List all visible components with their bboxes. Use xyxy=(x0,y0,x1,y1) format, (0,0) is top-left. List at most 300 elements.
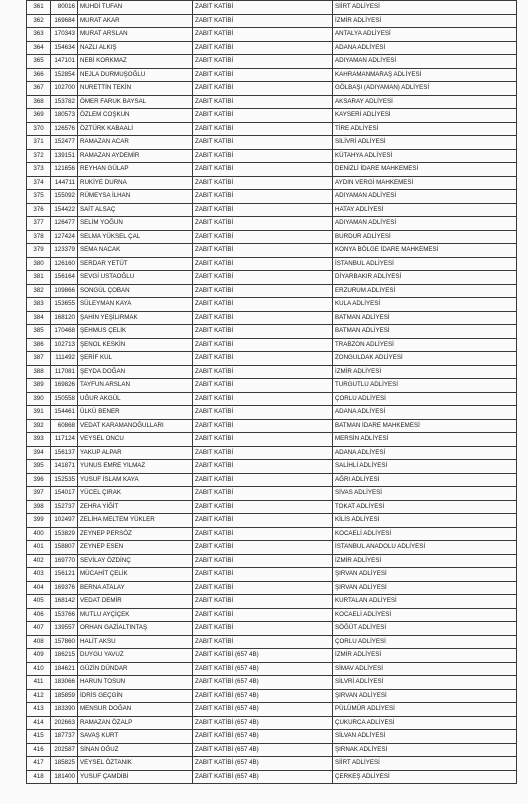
assigned-unit-cell: SİİRT ADLİYESİ xyxy=(333,757,517,771)
row-number-cell: 370 xyxy=(27,122,51,136)
row-number-cell: 417 xyxy=(27,757,51,771)
job-title-cell: ZABIT KATİBİ xyxy=(193,352,333,366)
registry-number-cell: 187737 xyxy=(51,730,78,744)
registry-number-cell: 170468 xyxy=(51,325,78,339)
registry-number-cell: 153782 xyxy=(51,95,78,109)
table-row xyxy=(27,230,517,244)
table-row xyxy=(27,514,517,528)
full-name-cell: ŞEHMUS ÇELİK xyxy=(78,325,193,339)
full-name-cell: HALİT AKSU xyxy=(78,635,193,649)
job-title-cell: ZABIT KATİBİ xyxy=(193,244,333,258)
job-title-cell: ZABIT KATİBİ xyxy=(193,595,333,609)
row-number-cell: 390 xyxy=(27,392,51,406)
full-name-cell: VEDAT DEMİR xyxy=(78,595,193,609)
job-title-cell: ZABIT KATİBİ xyxy=(193,82,333,96)
table-row xyxy=(27,41,517,55)
registry-number-cell: 169684 xyxy=(51,14,78,28)
assigned-unit-cell: ADIYAMAN ADLİYESİ xyxy=(333,217,517,231)
full-name-cell: UĞUR AKGÜL xyxy=(78,392,193,406)
table-row xyxy=(27,244,517,258)
assigned-unit-cell: SİLVRİ ADLİYESİ xyxy=(333,676,517,690)
row-number-cell: 367 xyxy=(27,82,51,96)
job-title-cell: ZABIT KATİBİ xyxy=(193,217,333,231)
assigned-unit-cell: SİMAV ADLİYESİ xyxy=(333,662,517,676)
full-name-cell: İDRİS GEÇGİN xyxy=(78,689,193,703)
assigned-unit-cell: HATAY ADLİYESİ xyxy=(333,203,517,217)
job-title-cell: ZABIT KATİBİ xyxy=(193,622,333,636)
registry-number-cell: 185825 xyxy=(51,757,78,771)
registry-number-cell: 139557 xyxy=(51,622,78,636)
row-number-cell: 412 xyxy=(27,689,51,703)
table-row xyxy=(27,122,517,136)
assigned-unit-cell: İZMİR ADLİYESİ xyxy=(333,365,517,379)
table-row xyxy=(27,311,517,325)
full-name-cell: HARUN TOSUN xyxy=(78,676,193,690)
registry-number-cell: 126477 xyxy=(51,217,78,231)
full-name-cell: SAİT ALSAÇ xyxy=(78,203,193,217)
registry-number-cell: 170343 xyxy=(51,28,78,42)
full-name-cell: ŞEYDA DOĞAN xyxy=(78,365,193,379)
assigned-unit-cell: KAYSERİ ADLİYESİ xyxy=(333,109,517,123)
full-name-cell: ORHAN GAZİALTINTAŞ xyxy=(78,622,193,636)
assigned-unit-cell: ŞIRNAK ADLİYESİ xyxy=(333,743,517,757)
table-row xyxy=(27,1,517,15)
table-row xyxy=(27,568,517,582)
full-name-cell: SELİM YOĞUN xyxy=(78,217,193,231)
full-name-cell: ZEYNEP PERSÖZ xyxy=(78,527,193,541)
job-title-cell: ZABIT KATİBİ xyxy=(193,68,333,82)
assigned-unit-cell: MERSİN ADLİYESİ xyxy=(333,433,517,447)
registry-number-cell: 152854 xyxy=(51,68,78,82)
job-title-cell: ZABIT KATİBİ (657 4B) xyxy=(193,730,333,744)
table-row xyxy=(27,446,517,460)
job-title-cell: ZABIT KATİBİ xyxy=(193,338,333,352)
assigned-unit-cell: KİLİS ADLİYESİ xyxy=(333,514,517,528)
job-title-cell: ZABIT KATİBİ xyxy=(193,514,333,528)
assigned-unit-cell: AKSARAY ADLİYESİ xyxy=(333,95,517,109)
row-number-cell: 415 xyxy=(27,730,51,744)
registry-number-cell: 180573 xyxy=(51,109,78,123)
registry-number-cell: 126160 xyxy=(51,257,78,271)
table-row xyxy=(27,622,517,636)
full-name-cell: SERDAR YETÜT xyxy=(78,257,193,271)
registry-number-cell: 202663 xyxy=(51,716,78,730)
assigned-unit-cell: TİRE ADLİYESİ xyxy=(333,122,517,136)
full-name-cell: TAYFUN ARSLAN xyxy=(78,379,193,393)
row-number-cell: 374 xyxy=(27,176,51,190)
job-title-cell: ZABIT KATİBİ (657 4B) xyxy=(193,689,333,703)
full-name-cell: ZEYNEP ESEN xyxy=(78,541,193,555)
job-title-cell: ZABIT KATİBİ (657 4B) xyxy=(193,743,333,757)
registry-number-cell: 102497 xyxy=(51,514,78,528)
full-name-cell: MENSUR DOĞAN xyxy=(78,703,193,717)
job-title-cell: ZABIT KATİBİ xyxy=(193,55,333,69)
registry-number-cell: 158807 xyxy=(51,541,78,555)
full-name-cell: ÖMER FARUK BAYSAL xyxy=(78,95,193,109)
registry-number-cell: 153655 xyxy=(51,298,78,312)
job-title-cell: ZABIT KATİBİ (657 4B) xyxy=(193,662,333,676)
row-number-cell: 404 xyxy=(27,581,51,595)
job-title-cell: ZABIT KATİBİ xyxy=(193,257,333,271)
full-name-cell: MÜCAHİT ÇELİK xyxy=(78,568,193,582)
assigned-unit-cell: DENİZLİ İDARE MAHKEMESİ xyxy=(333,163,517,177)
full-name-cell: MUTLU AYÇİÇEK xyxy=(78,608,193,622)
row-number-cell: 371 xyxy=(27,136,51,150)
registry-number-cell: 139151 xyxy=(51,149,78,163)
assigned-unit-cell: DİYARBAKIR ADLİYESİ xyxy=(333,271,517,285)
registry-number-cell: 60868 xyxy=(51,419,78,433)
assigned-unit-cell: SÖĞÜT ADLİYESİ xyxy=(333,622,517,636)
table-row xyxy=(27,716,517,730)
table-row xyxy=(27,757,517,771)
assigned-unit-cell: İZMİR ADLİYESİ xyxy=(333,14,517,28)
row-number-cell: 409 xyxy=(27,649,51,663)
assigned-unit-cell: ADANA ADLİYESİ xyxy=(333,406,517,420)
table-row xyxy=(27,581,517,595)
assigned-unit-cell: ZONGULDAK ADLİYESİ xyxy=(333,352,517,366)
registry-number-cell: 144711 xyxy=(51,176,78,190)
registry-number-cell: 117124 xyxy=(51,433,78,447)
table-body xyxy=(27,1,517,784)
full-name-cell: YUSUF İSLAM KAYA xyxy=(78,473,193,487)
registry-number-cell: 121656 xyxy=(51,163,78,177)
full-name-cell: ÖZTÜRK KABAALİ xyxy=(78,122,193,136)
row-number-cell: 381 xyxy=(27,271,51,285)
full-name-cell: YUSUF ÇAMDİBİ xyxy=(78,770,193,784)
row-number-cell: 382 xyxy=(27,284,51,298)
job-title-cell: ZABIT KATİBİ xyxy=(193,608,333,622)
full-name-cell: SAVAŞ KURT xyxy=(78,730,193,744)
job-title-cell: ZABIT KATİBİ xyxy=(193,163,333,177)
table-row xyxy=(27,55,517,69)
row-number-cell: 396 xyxy=(27,473,51,487)
full-name-cell: ŞENOL KESKİN xyxy=(78,338,193,352)
registry-number-cell: 157860 xyxy=(51,635,78,649)
assigned-unit-cell: TOKAT ADLİYESİ xyxy=(333,500,517,514)
assigned-unit-cell: ADANA ADLİYESİ xyxy=(333,446,517,460)
registry-number-cell: 168120 xyxy=(51,311,78,325)
registry-number-cell: 181400 xyxy=(51,770,78,784)
assigned-unit-cell: PÜLÜMÜR ADLİYESİ xyxy=(333,703,517,717)
registry-number-cell: 183390 xyxy=(51,703,78,717)
table-row xyxy=(27,352,517,366)
row-number-cell: 411 xyxy=(27,676,51,690)
table-row xyxy=(27,460,517,474)
table-row xyxy=(27,338,517,352)
row-number-cell: 397 xyxy=(27,487,51,501)
table-row xyxy=(27,743,517,757)
assigned-unit-cell: ÇORLU ADLİYESİ xyxy=(333,392,517,406)
registry-number-cell: 117081 xyxy=(51,365,78,379)
job-title-cell: ZABIT KATİBİ xyxy=(193,419,333,433)
registry-number-cell: 154634 xyxy=(51,41,78,55)
row-number-cell: 407 xyxy=(27,622,51,636)
registry-number-cell: 154017 xyxy=(51,487,78,501)
row-number-cell: 416 xyxy=(27,743,51,757)
assigned-unit-cell: İSTANBUL ADLİYESİ xyxy=(333,257,517,271)
assigned-unit-cell: KÜTAHYA ADLİYESİ xyxy=(333,149,517,163)
table-row xyxy=(27,149,517,163)
row-number-cell: 372 xyxy=(27,149,51,163)
row-number-cell: 393 xyxy=(27,433,51,447)
table-row xyxy=(27,379,517,393)
table-row xyxy=(27,392,517,406)
assigned-unit-cell: İSTANBUL ANADOLU ADLİYESİ xyxy=(333,541,517,555)
assigned-unit-cell: ADANA ADLİYESİ xyxy=(333,41,517,55)
table-row xyxy=(27,95,517,109)
assigned-unit-cell: SALİHLİ ADLİYESİ xyxy=(333,460,517,474)
assigned-unit-cell: ÇORLU ADLİYESİ xyxy=(333,635,517,649)
assigned-unit-cell: KONYA BÖLGE İDARE MAHKEMESİ xyxy=(333,244,517,258)
job-title-cell: ZABIT KATİBİ xyxy=(193,176,333,190)
assigned-unit-cell: SİVAS ADLİYESİ xyxy=(333,487,517,501)
full-name-cell: GÜZİN DÜNDAR xyxy=(78,662,193,676)
job-title-cell: ZABIT KATİBİ (657 4B) xyxy=(193,770,333,784)
assigned-unit-cell: BATMAN ADLİYESİ xyxy=(333,311,517,325)
assigned-unit-cell: ANTALYA ADLİYESİ xyxy=(333,28,517,42)
full-name-cell: NEBİ KORKMAZ xyxy=(78,55,193,69)
registry-number-cell: 156164 xyxy=(51,271,78,285)
row-number-cell: 380 xyxy=(27,257,51,271)
job-title-cell: ZABIT KATİBİ xyxy=(193,473,333,487)
job-title-cell: ZABIT KATİBİ (657 4B) xyxy=(193,716,333,730)
row-number-cell: 400 xyxy=(27,527,51,541)
assigned-unit-cell: KAHRAMANMARAŞ ADLİYESİ xyxy=(333,68,517,82)
job-title-cell: ZABIT KATİBİ xyxy=(193,581,333,595)
registry-number-cell: 154461 xyxy=(51,406,78,420)
registry-number-cell: 152535 xyxy=(51,473,78,487)
registry-number-cell: 123379 xyxy=(51,244,78,258)
full-name-cell: YÜCEL ÇIRAK xyxy=(78,487,193,501)
registry-number-cell: 169826 xyxy=(51,379,78,393)
full-name-cell: SELMA YÜKSEL ÇAL xyxy=(78,230,193,244)
assigned-unit-cell: ÇERKEŞ ADLİYESİ xyxy=(333,770,517,784)
assigned-unit-cell: ŞIRVAN ADLİYESİ xyxy=(333,581,517,595)
table-row xyxy=(27,487,517,501)
row-number-cell: 394 xyxy=(27,446,51,460)
table-row xyxy=(27,554,517,568)
registry-number-cell: 154422 xyxy=(51,203,78,217)
row-number-cell: 361 xyxy=(27,1,51,15)
row-number-cell: 418 xyxy=(27,770,51,784)
registry-number-cell: 202587 xyxy=(51,743,78,757)
table-row xyxy=(27,176,517,190)
table-row xyxy=(27,649,517,663)
table-row xyxy=(27,136,517,150)
row-number-cell: 385 xyxy=(27,325,51,339)
job-title-cell: ZABIT KATİBİ xyxy=(193,527,333,541)
full-name-cell: RAMAZAN ÖZALP xyxy=(78,716,193,730)
job-title-cell: ZABIT KATİBİ xyxy=(193,1,333,15)
table-row xyxy=(27,676,517,690)
table-row xyxy=(27,595,517,609)
assigned-unit-cell: KURTALAN ADLİYESİ xyxy=(333,595,517,609)
full-name-cell: VEYSEL ONCU xyxy=(78,433,193,447)
full-name-cell: BERNA ATALAY xyxy=(78,581,193,595)
job-title-cell: ZABIT KATİBİ xyxy=(193,298,333,312)
registry-number-cell: 169376 xyxy=(51,581,78,595)
job-title-cell: ZABIT KATİBİ xyxy=(193,203,333,217)
registry-number-cell: 102700 xyxy=(51,82,78,96)
job-title-cell: ZABIT KATİBİ (657 4B) xyxy=(193,649,333,663)
registry-number-cell: 150558 xyxy=(51,392,78,406)
assigned-unit-cell: BATMAN ADLİYESİ xyxy=(333,325,517,339)
registry-number-cell: 109866 xyxy=(51,284,78,298)
registry-number-cell: 168142 xyxy=(51,595,78,609)
table-row xyxy=(27,271,517,285)
table-row xyxy=(27,527,517,541)
table-row xyxy=(27,419,517,433)
row-number-cell: 366 xyxy=(27,68,51,82)
registry-number-cell: 156121 xyxy=(51,568,78,582)
job-title-cell: ZABIT KATİBİ xyxy=(193,95,333,109)
personnel-table xyxy=(26,0,517,784)
row-number-cell: 389 xyxy=(27,379,51,393)
job-title-cell: ZABIT KATİBİ xyxy=(193,541,333,555)
row-number-cell: 377 xyxy=(27,217,51,231)
row-number-cell: 391 xyxy=(27,406,51,420)
table-row xyxy=(27,662,517,676)
table-row xyxy=(27,298,517,312)
table-row xyxy=(27,433,517,447)
registry-number-cell: 80016 xyxy=(51,1,78,15)
registry-number-cell: 127424 xyxy=(51,230,78,244)
assigned-unit-cell: AĞRI ADLİYESİ xyxy=(333,473,517,487)
row-number-cell: 405 xyxy=(27,595,51,609)
row-number-cell: 410 xyxy=(27,662,51,676)
row-number-cell: 365 xyxy=(27,55,51,69)
assigned-unit-cell: TRABZON ADLİYESİ xyxy=(333,338,517,352)
table-row xyxy=(27,14,517,28)
row-number-cell: 376 xyxy=(27,203,51,217)
full-name-cell: SONGÜL ÇOBAN xyxy=(78,284,193,298)
table-row xyxy=(27,163,517,177)
table-row xyxy=(27,689,517,703)
job-title-cell: ZABIT KATİBİ xyxy=(193,325,333,339)
table-row xyxy=(27,28,517,42)
full-name-cell: RÜMEYSA İLHAN xyxy=(78,190,193,204)
full-name-cell: RAMAZAN ACAR xyxy=(78,136,193,150)
job-title-cell: ZABIT KATİBİ xyxy=(193,122,333,136)
registry-number-cell: 152737 xyxy=(51,500,78,514)
full-name-cell: SEVİLAY ÖZDİNÇ xyxy=(78,554,193,568)
registry-number-cell: 156137 xyxy=(51,446,78,460)
job-title-cell: ZABIT KATİBİ xyxy=(193,41,333,55)
assigned-unit-cell: AYDIN VERGİ MAHKEMESİ xyxy=(333,176,517,190)
job-title-cell: ZABIT KATİBİ xyxy=(193,149,333,163)
registry-number-cell: 152477 xyxy=(51,136,78,150)
full-name-cell: ŞERİF KUL xyxy=(78,352,193,366)
full-name-cell: SÜLEYMAN KAYA xyxy=(78,298,193,312)
registry-number-cell: 153766 xyxy=(51,608,78,622)
registry-number-cell: 185859 xyxy=(51,689,78,703)
job-title-cell: ZABIT KATİBİ xyxy=(193,487,333,501)
row-number-cell: 414 xyxy=(27,716,51,730)
row-number-cell: 384 xyxy=(27,311,51,325)
table-row xyxy=(27,730,517,744)
assigned-unit-cell: KOCAELİ ADLİYESİ xyxy=(333,608,517,622)
job-title-cell: ZABIT KATİBİ xyxy=(193,14,333,28)
assigned-unit-cell: SİLİVRİ ADLİYESİ xyxy=(333,136,517,150)
full-name-cell: REYHAN GÜLAP xyxy=(78,163,193,177)
job-title-cell: ZABIT KATİBİ xyxy=(193,136,333,150)
table-row xyxy=(27,635,517,649)
job-title-cell: ZABIT KATİBİ (657 4B) xyxy=(193,703,333,717)
row-number-cell: 388 xyxy=(27,365,51,379)
registry-number-cell: 141871 xyxy=(51,460,78,474)
table-row xyxy=(27,109,517,123)
full-name-cell: SEMA NACAK xyxy=(78,244,193,258)
job-title-cell: ZABIT KATİBİ xyxy=(193,230,333,244)
table-row xyxy=(27,608,517,622)
full-name-cell: ŞAHİN YEŞİLIRMAK xyxy=(78,311,193,325)
job-title-cell: ZABIT KATİBİ xyxy=(193,109,333,123)
assigned-unit-cell: GÖLBAŞI (ADIYAMAN) ADLİYESİ xyxy=(333,82,517,96)
registry-number-cell: 147101 xyxy=(51,55,78,69)
row-number-cell: 387 xyxy=(27,352,51,366)
job-title-cell: ZABIT KATİBİ xyxy=(193,500,333,514)
registry-number-cell: 183066 xyxy=(51,676,78,690)
row-number-cell: 401 xyxy=(27,541,51,555)
job-title-cell: ZABIT KATİBİ xyxy=(193,568,333,582)
assigned-unit-cell: ŞIRVAN ADLİYESİ xyxy=(333,689,517,703)
table-row xyxy=(27,541,517,555)
assigned-unit-cell: SİİRT ADLİYESİ xyxy=(333,1,517,15)
row-number-cell: 392 xyxy=(27,419,51,433)
table-row xyxy=(27,473,517,487)
assigned-unit-cell: BATMAN İDARE MAHKEMESİ xyxy=(333,419,517,433)
row-number-cell: 383 xyxy=(27,298,51,312)
table-row xyxy=(27,406,517,420)
job-title-cell: ZABIT KATİBİ xyxy=(193,379,333,393)
table-row xyxy=(27,325,517,339)
table-row xyxy=(27,770,517,784)
table-row xyxy=(27,703,517,717)
row-number-cell: 373 xyxy=(27,163,51,177)
row-number-cell: 406 xyxy=(27,608,51,622)
row-number-cell: 399 xyxy=(27,514,51,528)
table-row xyxy=(27,500,517,514)
job-title-cell: ZABIT KATİBİ xyxy=(193,554,333,568)
job-title-cell: ZABIT KATİBİ xyxy=(193,635,333,649)
registry-number-cell: 153829 xyxy=(51,527,78,541)
job-title-cell: ZABIT KATİBİ xyxy=(193,365,333,379)
row-number-cell: 378 xyxy=(27,230,51,244)
row-number-cell: 403 xyxy=(27,568,51,582)
job-title-cell: ZABIT KATİBİ xyxy=(193,433,333,447)
job-title-cell: ZABIT KATİBİ xyxy=(193,460,333,474)
registry-number-cell: 155092 xyxy=(51,190,78,204)
full-name-cell: NURETTİN TEKİN xyxy=(78,82,193,96)
row-number-cell: 398 xyxy=(27,500,51,514)
table-row xyxy=(27,257,517,271)
assigned-unit-cell: ERZURUM ADLİYESİ xyxy=(333,284,517,298)
full-name-cell: MUHDİ TUFAN xyxy=(78,1,193,15)
full-name-cell: ÖZLEM COŞKUN xyxy=(78,109,193,123)
job-title-cell: ZABIT KATİBİ xyxy=(193,406,333,420)
assigned-unit-cell: ADIYAMAN ADLİYESİ xyxy=(333,55,517,69)
job-title-cell: ZABIT KATİBİ xyxy=(193,446,333,460)
registry-number-cell: 111492 xyxy=(51,352,78,366)
assigned-unit-cell: ÇUKURCA ADLİYESİ xyxy=(333,716,517,730)
table-row xyxy=(27,68,517,82)
table-row xyxy=(27,217,517,231)
table-row xyxy=(27,284,517,298)
full-name-cell: RUKİYE DURNA xyxy=(78,176,193,190)
full-name-cell: YUNUS EMRE YILMAZ xyxy=(78,460,193,474)
job-title-cell: ZABIT KATİBİ (657 4B) xyxy=(193,757,333,771)
assigned-unit-cell: İZMİR ADLİYESİ xyxy=(333,649,517,663)
